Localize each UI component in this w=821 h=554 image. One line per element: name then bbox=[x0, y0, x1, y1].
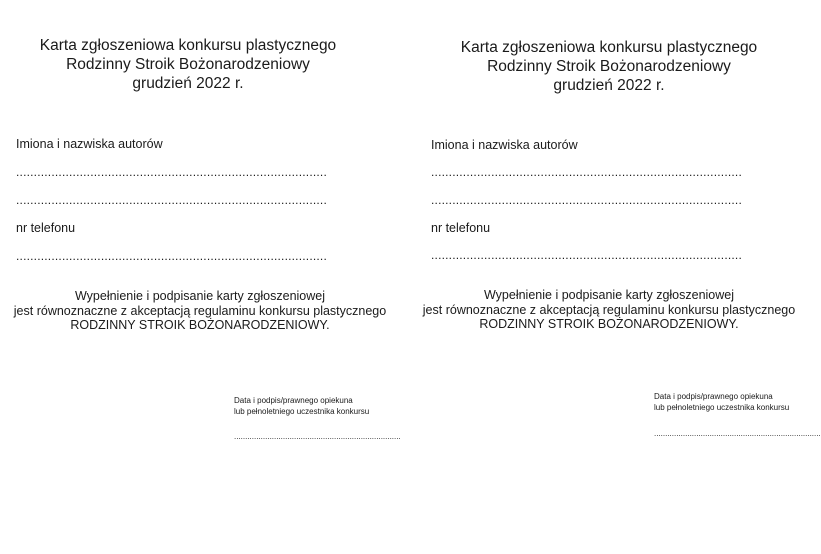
signature-label bbox=[234, 395, 369, 417]
phone-line: ........................................................................................ bbox=[16, 249, 327, 263]
title-line-3: grudzień 2022 r. bbox=[132, 75, 244, 92]
signature-label bbox=[654, 391, 789, 413]
authors-line-2: ........................................................................................ bbox=[16, 193, 327, 207]
signature-line: ........................................................................... bbox=[654, 429, 821, 438]
signature-label-line-1: Data i podpis/prawnego opiekuna bbox=[654, 392, 773, 401]
authors-label: Imiona i nazwiska autorów bbox=[431, 138, 578, 152]
phone-label: nr telefonu bbox=[431, 221, 491, 235]
statement bbox=[0, 289, 400, 333]
phone-line: ........................................................................................ bbox=[431, 248, 742, 262]
form-card-right bbox=[418, 0, 821, 554]
statement-line-3: RODZINNY STROIK BOŻONARODZENIOWY. bbox=[70, 318, 330, 332]
statement-line-2: jest równoznaczne z akceptacją regulaminu konkursu plastycznego bbox=[422, 302, 796, 317]
form-title bbox=[0, 36, 376, 93]
authors-label: Imiona i nazwiska autorów bbox=[16, 137, 163, 151]
title-line-2: Rodzinny Stroik Bożonarodzeniowy bbox=[66, 56, 310, 73]
authors-line-1: ........................................................................................ bbox=[431, 165, 742, 179]
statement-line-3: RODZINNY STROIK BOŻONARODZENIOWY. bbox=[479, 317, 739, 331]
title-line-1: Karta zgłoszeniowa konkursu plastycznego bbox=[39, 37, 337, 54]
signature-label-line-2: lub pełnoletniego uczestnika konkursu bbox=[234, 407, 370, 416]
signature-label-line-1: Data i podpis/prawnego opiekuna bbox=[234, 396, 353, 405]
signature-line: ........................................................................... bbox=[234, 432, 401, 441]
form-card-left bbox=[0, 0, 400, 554]
phone-label: nr telefonu bbox=[16, 221, 76, 235]
authors-line-2: ........................................................................................ bbox=[431, 193, 742, 207]
statement-line-1: Wypełnienie i podpisanie karty zgłoszeniowej bbox=[483, 288, 735, 302]
statement-line-1: Wypełnienie i podpisanie karty zgłoszeniowej bbox=[74, 289, 326, 303]
statement-line-2: jest równoznaczne z akceptacją regulaminu konkursu plastycznego bbox=[13, 303, 387, 318]
title-line-3: grudzień 2022 r. bbox=[553, 77, 665, 94]
authors-line-1: ........................................................................................ bbox=[16, 165, 327, 179]
form-title bbox=[418, 38, 800, 95]
signature-label-line-2: lub pełnoletniego uczestnika konkursu bbox=[654, 403, 790, 412]
statement bbox=[418, 288, 800, 332]
title-line-1: Karta zgłoszeniowa konkursu plastycznego bbox=[460, 39, 758, 56]
title-line-2: Rodzinny Stroik Bożonarodzeniowy bbox=[487, 58, 731, 75]
